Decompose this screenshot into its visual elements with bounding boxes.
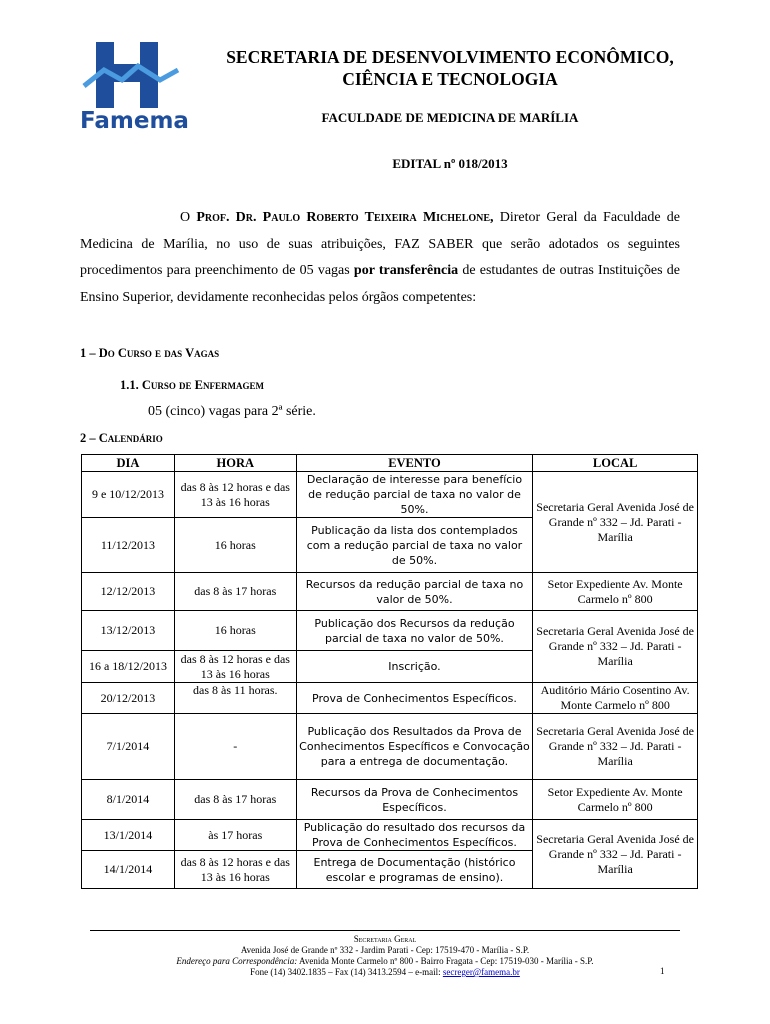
cell-evento: Entrega de Documentação (histórico escolar e programas de ensino). — [296, 851, 533, 889]
header-subtitle: FACULDADE DE MEDICINA DE MARÍLIA — [321, 110, 579, 125]
cell-dia: 7/1/2014 — [82, 714, 175, 780]
director-name: Prof. Dr. Paulo Roberto Teixeira Michelone, — [196, 210, 494, 225]
section-1-1-heading: 1.1. Curso de Enfermagem — [120, 378, 264, 392]
cell-dia: 13/1/2014 — [82, 820, 175, 851]
footer-phone: Fone (14) 3402.1835 – Fax (14) 3413.2594 – e-mail: — [250, 967, 443, 977]
footer-email-link[interactable]: secreger@famema.br — [442, 967, 520, 977]
cell-dia: 14/1/2014 — [82, 851, 175, 889]
footer-correspondence-text: Avenida Monte Carmelo nº 800 - Bairro Fragata - Cep: 17519-030 - Marília - S.P. — [297, 956, 594, 966]
table-row — [82, 573, 698, 611]
header-title-line2: CIÊNCIA E TECNOLOGIA — [342, 69, 558, 89]
cell-evento: Publicação dos Recursos da redução parcial de taxa no valor de 50%. — [296, 611, 533, 651]
col-header-dia: DIA — [82, 455, 175, 472]
cell-hora: - — [174, 714, 296, 780]
cell-hora: das 8 às 12 horas e das 13 às 16 horas — [174, 651, 296, 683]
col-header-evento: EVENTO — [296, 455, 533, 472]
section-1-heading: 1 – Do Curso e das Vagas — [80, 346, 220, 360]
cell-hora: das 8 às 11 horas. — [174, 683, 296, 714]
cell-evento: Prova de Conhecimentos Específicos. — [296, 683, 533, 714]
logo-text: Famema — [80, 108, 189, 132]
cell-evento: Recursos da redução parcial de taxa no valor de 50%. — [296, 573, 533, 611]
cell-evento: Publicação do resultado dos recursos da Prova de Conhecimentos Específicos. — [296, 820, 533, 851]
table-row — [82, 820, 698, 851]
cell-evento: Inscrição. — [296, 651, 533, 683]
footer-divider — [90, 930, 680, 931]
table-row — [82, 611, 698, 651]
cell-dia: 8/1/2014 — [82, 780, 175, 820]
cell-dia: 13/12/2013 — [82, 611, 175, 651]
cell-dia: 11/12/2013 — [82, 518, 175, 573]
intro-part2: Diretor Geral da Faculdade de Medicina de Marília, no uso de suas atribuições, FAZ SABER que serão adotados os seguintes procedimentos para preenchimento de 05 vagas — [80, 210, 680, 279]
table-row — [82, 714, 698, 780]
section-2-heading: 2 – Calendário — [80, 431, 163, 445]
table-row — [82, 472, 698, 518]
header-title — [190, 46, 710, 90]
cell-local: Secretaria Geral Avenida José de Grande nº 332 – Jd. Parati - Marília — [533, 820, 698, 889]
cell-local: Secretaria Geral Avenida José de Grande nº 332 – Jd. Parati - Marília — [533, 472, 698, 573]
cell-hora: 16 horas — [174, 518, 296, 573]
table-row — [82, 780, 698, 820]
section-1-1-text: 05 (cinco) vagas para 2ª série. — [148, 404, 316, 419]
cell-dia: 16 a 18/12/2013 — [82, 651, 175, 683]
table-row — [82, 683, 698, 714]
cell-hora: das 8 às 12 horas e das 13 às 16 horas — [174, 851, 296, 889]
footer-contact — [100, 967, 670, 978]
cell-local: Secretaria Geral Avenida José de Grande nº 332 – Jd. Parati - Marília — [533, 611, 698, 683]
cell-local: Secretaria Geral Avenida José de Grande nº 332 – Jd. Parati - Marília — [533, 714, 698, 780]
table-header-row — [82, 455, 698, 472]
cell-local: Auditório Mário Cosentino Av. Monte Carmelo nº 800 — [533, 683, 698, 714]
intro-paragraph — [80, 205, 680, 311]
header-title-line1: SECRETARIA DE DESENVOLVIMENTO ECONÔMICO, — [226, 47, 674, 67]
footer-correspondence-label: Endereço para Correspondência: — [176, 956, 298, 966]
page-number: 1 — [660, 966, 665, 976]
footer-title: Secretaria Geral — [353, 934, 417, 944]
edital-number: EDITAL nº 018/2013 — [392, 156, 508, 171]
intro-part3: de estudantes de outras Instituições de Ensino Superior, devidamente reconhecidas pelos órgãos competentes: — [80, 263, 680, 305]
cell-hora: das 8 às 12 horas e das 13 às 16 horas — [174, 472, 296, 518]
cell-dia: 20/12/2013 — [82, 683, 175, 714]
famema-logo — [78, 40, 192, 132]
footer-correspondence — [100, 956, 670, 967]
cell-local: Setor Expediente Av. Monte Carmelo nº 800 — [533, 780, 698, 820]
intro-bold: por transferência — [353, 263, 459, 279]
calendar-table — [81, 454, 698, 889]
cell-dia: 9 e 10/12/2013 — [82, 472, 175, 518]
cell-evento: Publicação dos Resultados da Prova de Conhecimentos Específicos e Convocação para a entrega de documentação. — [296, 714, 533, 780]
cell-hora: 16 horas — [174, 611, 296, 651]
col-header-hora: HORA — [174, 455, 296, 472]
cell-evento: Publicação da lista dos contemplados com a redução parcial de taxa no valor de 50%. — [296, 518, 533, 573]
footer-address: Avenida José de Grande nº 332 - Jardim Parati - Cep: 17519-470 - Marília - S.P. — [240, 945, 530, 955]
cell-evento: Declaração de interesse para benefício de redução parcial de taxa no valor de 50%. — [296, 472, 533, 518]
cell-hora: às 17 horas — [174, 820, 296, 851]
cell-local: Setor Expediente Av. Monte Carmelo nº 800 — [533, 573, 698, 611]
col-header-local: LOCAL — [533, 455, 698, 472]
intro-part1: O — [180, 210, 197, 225]
cell-dia: 12/12/2013 — [82, 573, 175, 611]
cell-hora: das 8 às 17 horas — [174, 780, 296, 820]
cell-evento: Recursos da Prova de Conhecimentos Específicos. — [296, 780, 533, 820]
cell-hora: das 8 às 17 horas — [174, 573, 296, 611]
